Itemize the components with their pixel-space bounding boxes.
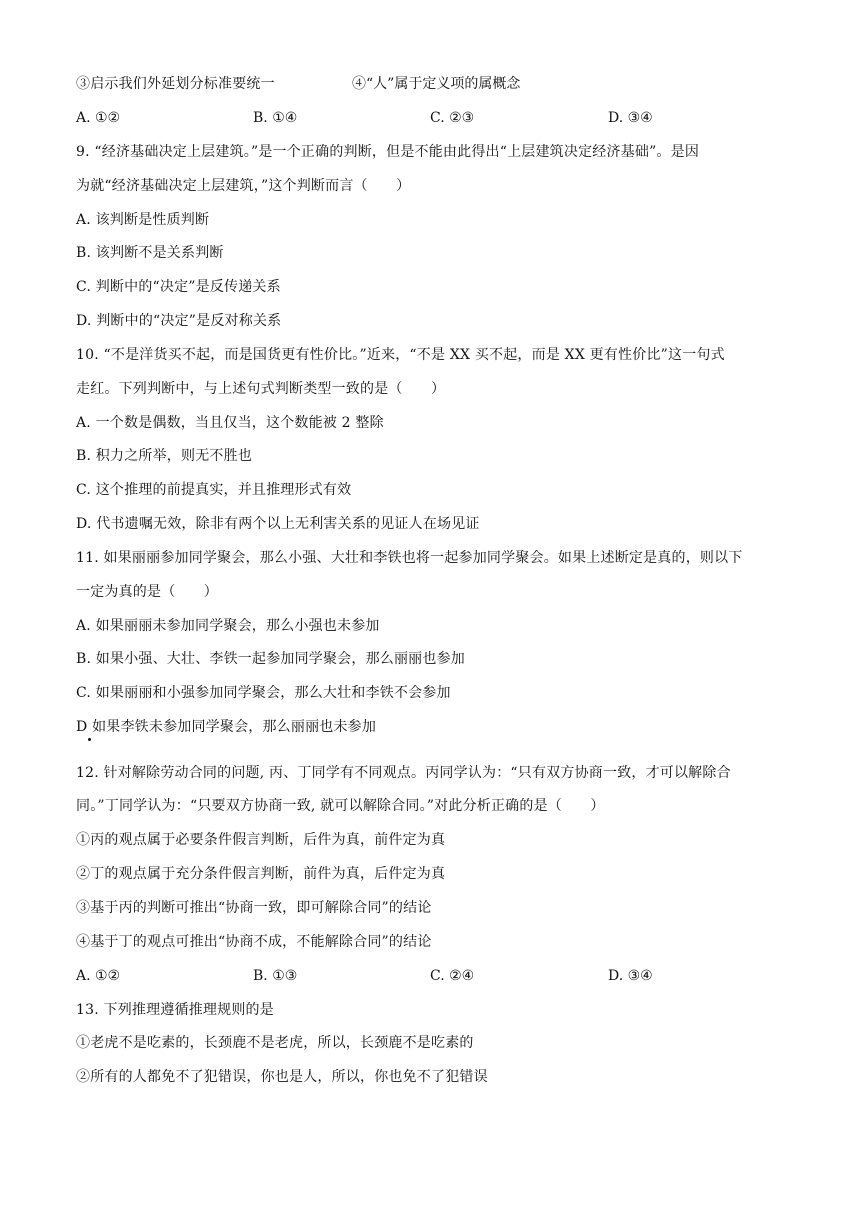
q10-option-b: B. 积力之所举，则无不胜也 <box>76 448 252 464</box>
q8-item-4: ④“人”属于定义项的属概念 <box>352 76 521 92</box>
q9-stem-line-2: 为就“经济基础决定上层建筑，”这个判断而言（ ） <box>76 178 411 194</box>
q11-option-c: C. 如果丽丽和小强参加同学聚会，那么大壮和李铁不会参加 <box>76 685 451 701</box>
q8-option-a: A. ①② <box>76 110 121 126</box>
q10-option-c: C. 这个推理的前提真实，并且推理形式有效 <box>76 482 352 498</box>
q12-option-a: A. ①② <box>76 968 121 984</box>
q12-option-b: B. ①③ <box>253 968 298 984</box>
q8-option-d: D. ③④ <box>608 110 653 126</box>
q11-option-a: A. 如果丽丽未参加同学聚会，那么小强也未参加 <box>76 618 380 634</box>
q13-item-1: ①老虎不是吃素的，长颈鹿不是老虎，所以，长颈鹿不是吃素的 <box>76 1035 474 1051</box>
q12-stem-line-2: 同。”丁同学认为：“只要双方协商一致, 就可以解除合同。”对此分析正确的是（ ） <box>76 798 605 814</box>
q12-option-d: D. ③④ <box>608 968 653 984</box>
q12-item-4: ④基于丁的观点可推出“协商不成，不能解除合同”的结论 <box>76 934 432 950</box>
q12-option-c: C. ②④ <box>430 968 475 984</box>
q13-item-2: ②所有的人都免不了犯错误，你也是人，所以，你也免不了犯错误 <box>76 1069 488 1085</box>
q12-item-2: ②丁的观点属于充分条件假言判断，前件为真，后件定为真 <box>76 866 446 882</box>
q11-stem-line-2: 一定为真的是（ ） <box>76 584 218 600</box>
q10-stem-line-2: 走红。下列判断中，与上述句式判断类型一致的是（ ） <box>76 381 446 397</box>
q9-option-b: B. 该判断不是关系判断 <box>76 245 224 261</box>
q13-stem: 13. 下列推理遵循推理规则的是 <box>76 1002 274 1018</box>
q8-option-c: C. ②③ <box>430 110 475 126</box>
q9-option-c: C. 判断中的“决定”是反传递关系 <box>76 279 281 295</box>
q9-stem-line-1: 9. “经济基础决定上层建筑。”是一个正确的判断，但是不能由此得出“上层建筑决定经济基础”。是因 <box>76 144 700 160</box>
q12-stem-line-1: 12. 针对解除劳动合同的问题, 丙、丁同学有不同观点。丙同学认为：“只有双方协商一致，才可以解除合 <box>76 765 731 781</box>
q10-option-d: D. 代书遗嘱无效，除非有两个以上无利害关系的见证人在场见证 <box>76 516 480 532</box>
q11-stem-line-1: 11. 如果丽丽参加同学聚会，那么小强、大壮和李铁也将一起参加同学聚会。如果上述断定是真的，则以下 <box>76 550 743 566</box>
q12-item-3: ③基于丙的判断可推出“协商一致，即可解除合同”的结论 <box>76 900 432 916</box>
q11-option-d: D 如果李铁未参加同学聚会，那么丽丽也未参加 <box>76 719 377 735</box>
q12-item-1: ①丙的观点属于必要条件假言判断，后件为真，前件定为真 <box>76 832 446 848</box>
q9-option-d: D. 判断中的“决定”是反对称关系 <box>76 313 282 329</box>
q9-option-a: A. 该判断是性质判断 <box>76 212 210 228</box>
underdot-mark <box>88 738 91 741</box>
q11-option-b: B. 如果小强、大壮、李铁一起参加同学聚会，那么丽丽也参加 <box>76 651 465 667</box>
q8-option-b: B. ①④ <box>253 110 298 126</box>
q10-stem-line-1: 10. “不是洋货买不起，而是国货更有性价比。”近来，“不是 XX 买不起，而是 XX 更有性价比”这一句式 <box>76 347 725 363</box>
q8-item-3: ③启示我们外延划分标准要统一 <box>76 76 275 92</box>
q10-option-a: A. 一个数是偶数，当且仅当，这个数能被 2 整除 <box>76 415 384 431</box>
